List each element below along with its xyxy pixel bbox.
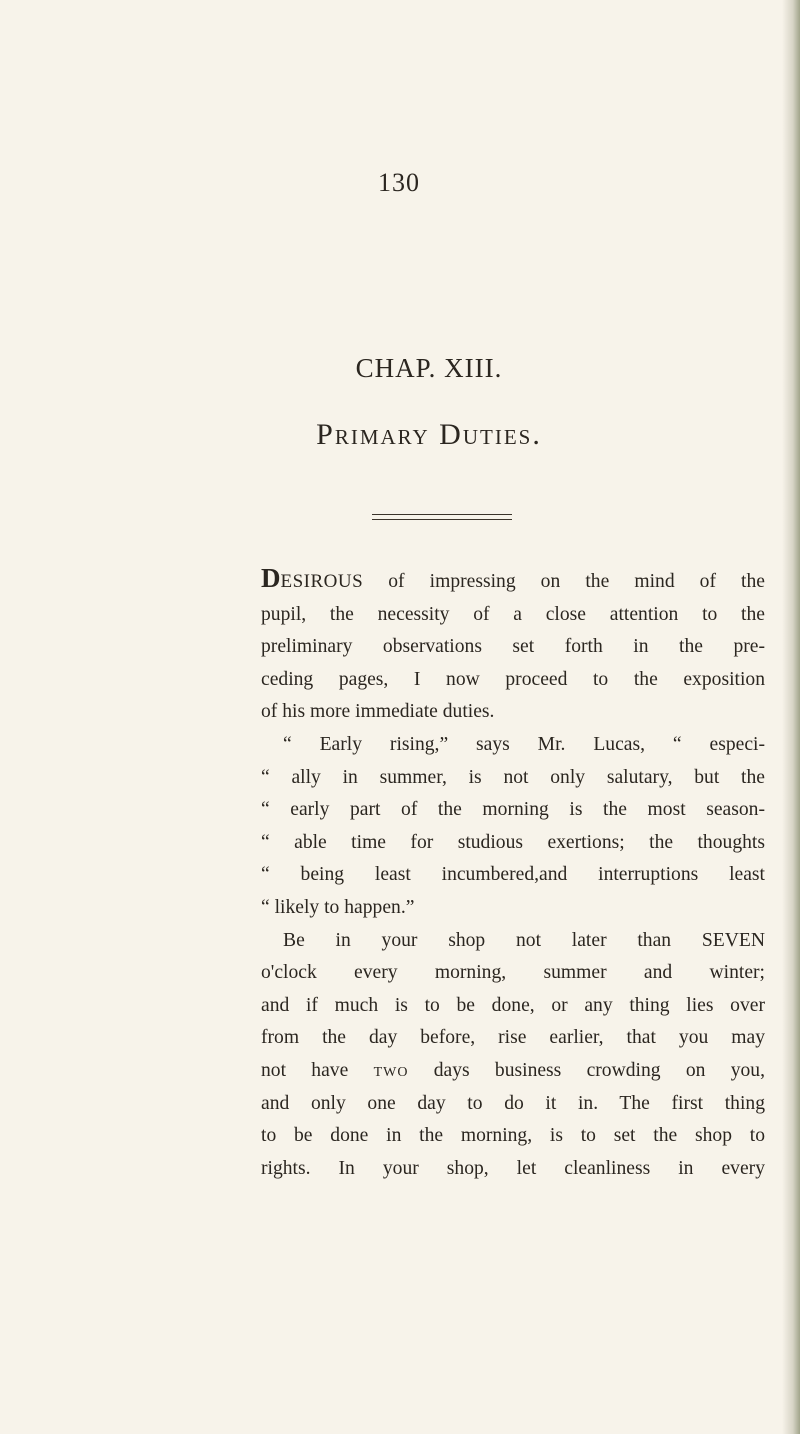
section-heading: Primary Duties. [316,418,542,451]
paragraph-1-line-4: ceding pages, I now proceed to the exposition [261,668,765,690]
paragraph-3-line-3: and if much is to be done, or any thing lies over [261,994,765,1016]
paragraph-3-line-4: from the day before, rise earlier, that you may [261,1027,765,1049]
paragraph-3-line-6: and only one day to do it in. The first thing [261,1092,765,1114]
ornamental-rule-bottom [372,519,512,520]
page-edge-shadow [782,0,800,1434]
drop-initial: D [261,563,281,593]
paragraph-1-line-5: of his more immediate duties. [261,701,495,723]
quote-line-4: “ able time for studious exertions; the thoughts [261,831,765,853]
ornamental-rule-top [372,514,512,515]
small-caps-two: two [373,1059,409,1081]
body-text [261,562,765,1185]
quote-line-2: “ ally in summer, is not only salutary, but the [261,766,765,788]
paragraph-3-line-2: o'clock every morning, summer and winter; [261,962,765,984]
paragraph-1-line-1 [261,562,765,599]
chapter-title: CHAP. XIII. [355,353,503,383]
quote-line-6: “ likely to happen.” [261,896,415,918]
paragraph-3-line-5-start: not have [261,1059,374,1081]
paragraph-1-line-1-text: of impressing on the mind of the [363,571,765,592]
paragraph-3-line-1: Be in your shop not later than SEVEN [283,929,765,951]
quote-line-1: “ Early rising,” says Mr. Lucas, “ especi- [283,733,765,755]
page-number: 130 [378,168,420,197]
paragraph-3-line-5-end: days business crowding on you, [408,1059,765,1081]
paragraph-3-line-7: to be done in the morning, is to set the shop to [261,1125,765,1147]
quote-line-5: “ being least incumbered,and interruptions least [261,864,765,886]
paragraph-3-line-8: rights. In your shop, let cleanliness in every [261,1157,765,1179]
paragraph-1-line-2: pupil, the necessity of a close attention to the [261,603,765,625]
paragraph-1-line-3: preliminary observations set forth in the pre- [261,636,765,658]
paragraph-3-line-5 [261,1055,765,1088]
opening-word-rest: ESIROUS [280,571,364,592]
quote-line-3: “ early part of the morning is the most season- [261,799,765,821]
